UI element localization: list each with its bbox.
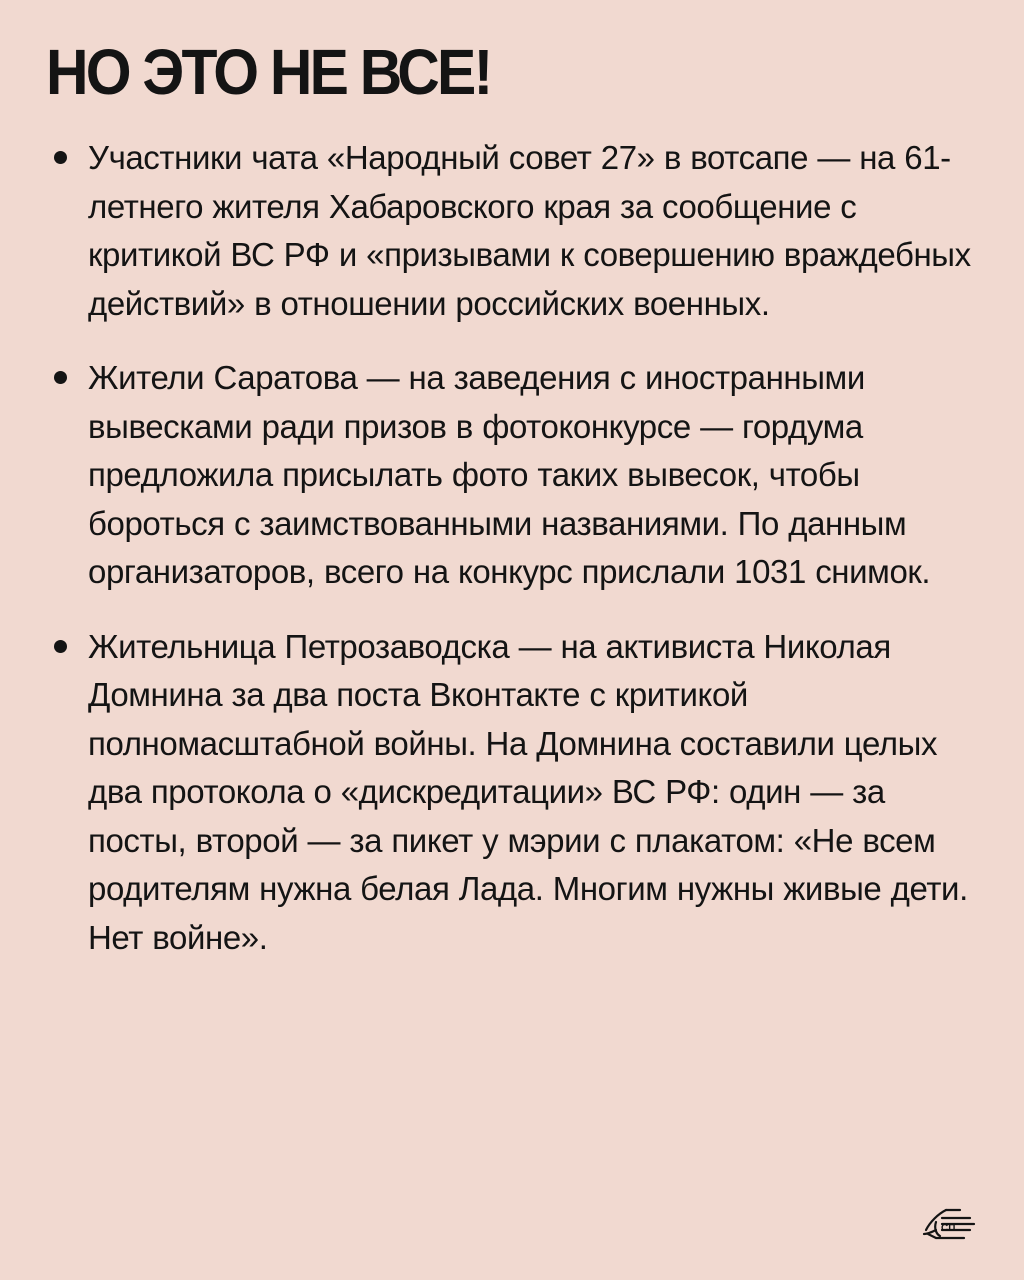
- bullet-icon: [54, 151, 67, 164]
- item-list: [46, 134, 986, 988]
- list-item-text: Жители Саратова — на заведения с иностранными вывесками ради призов в фотоконкурсе — гордума предложила присылать фото таких вывесок, чтобы бороться с заимствованными названиями. По данным организаторов, всего на конкурс прислали 1031 снимок.: [88, 359, 931, 590]
- bullet-icon: [54, 371, 67, 384]
- page-title: НО ЭТО НЕ ВСЕ!: [46, 36, 491, 108]
- hand-icon: [920, 1200, 980, 1244]
- logo-label: СП: [941, 1223, 956, 1234]
- bullet-icon: [54, 640, 67, 653]
- list-item: [46, 623, 986, 963]
- list-item: [46, 134, 986, 328]
- list-item-text: Жительница Петрозаводска — на активиста Николая Домнина за два поста Вконтакте с критикой полномасштабной войны. На Домнина составили целых два протокола о «дискредитации» ВС РФ: один — за посты, второй — за пикет у мэрии с плакатом: «Не всем родителям нужна белая Лада. Многим нужны живые дети. Нет войне».: [88, 627, 968, 956]
- list-item-text: Участники чата «Народный совет 27» в вотсапе — на 61-летнего жителя Хабаровского края за сообщение с критикой ВС РФ и «призывами к совершению враждебных действий» в отношении российских военных.: [88, 139, 971, 322]
- list-item: [46, 354, 986, 597]
